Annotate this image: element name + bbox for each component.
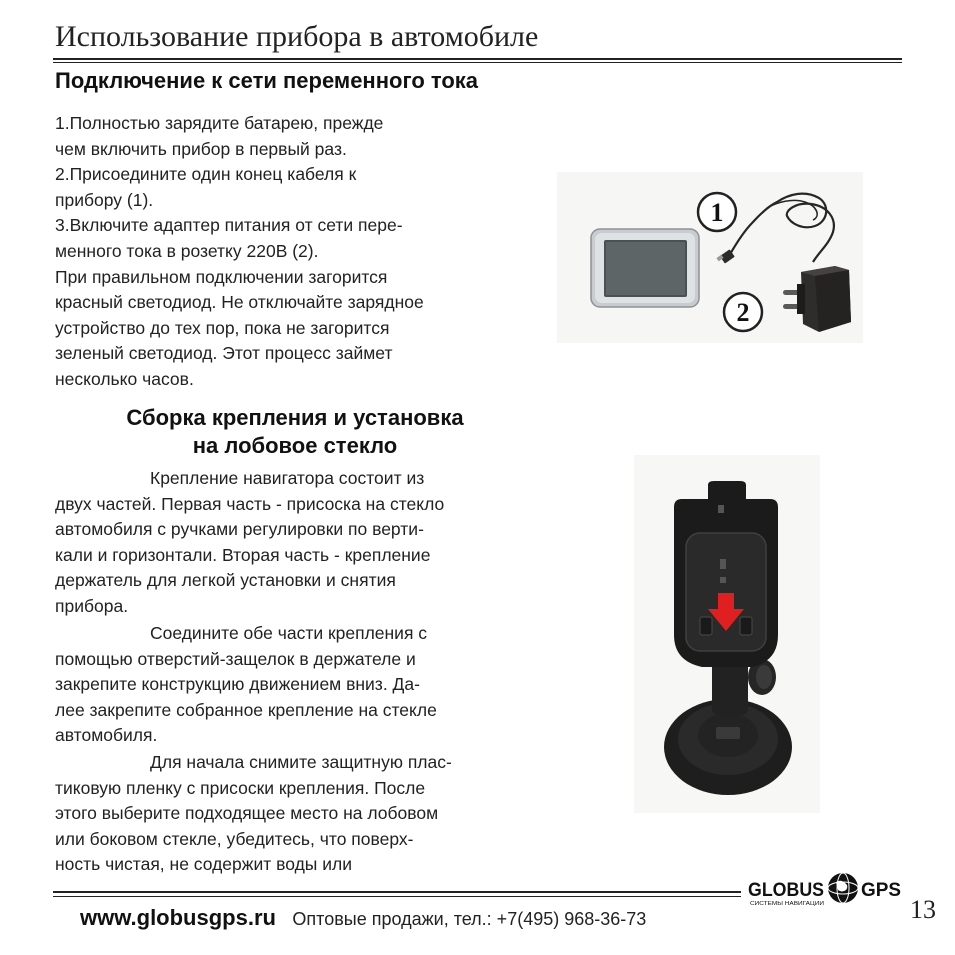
- text-line: устройство до тех пор, пока не загорится: [55, 317, 390, 338]
- power-adapter: [783, 266, 851, 332]
- text-line: держатель для легкой установки и снятия: [55, 570, 396, 591]
- text-line: менного тока в розетку 220В (2).: [55, 240, 319, 261]
- logo-brand-right: GPS: [861, 880, 901, 901]
- text-line: этого выберите подходящее место на лобовом: [55, 803, 439, 824]
- text-line: закрепите конструкцию движением вниз. Да-: [55, 674, 420, 695]
- text-line: прибора.: [55, 595, 129, 616]
- logo-brand-left: GLOBUS: [748, 880, 824, 901]
- text-line: помощью отверстий-защелок в держателе и: [55, 648, 416, 669]
- logo-tagline: СИСТЕМЫ НАВИГАЦИИ: [750, 901, 825, 906]
- footer-rule-thin: [53, 896, 741, 897]
- charging-instructions: [55, 111, 535, 393]
- footer: [80, 905, 646, 931]
- text-line: тиковую пленку с присоски крепления. После: [55, 777, 426, 798]
- text-line: 2.Присоедините один конец кабеля к: [55, 164, 357, 185]
- charger-cable: [729, 194, 834, 262]
- footer-rule: [53, 891, 741, 893]
- heading-line: Сборка крепления и установка: [126, 405, 464, 430]
- callout-1-label: 1: [710, 198, 724, 227]
- page-title: Использование прибора в автомобиле: [55, 20, 539, 53]
- text-line: 3.Включите адаптер питания от сети пере-: [55, 215, 403, 236]
- globe-icon: [828, 873, 858, 903]
- heading-line: на лобовое стекло: [192, 433, 398, 458]
- text-line: Соедините обе части крепления с: [150, 623, 428, 643]
- callout-1: [698, 193, 736, 231]
- text-line: красный светодиод. Не отключайте зарядное: [55, 292, 424, 313]
- section-heading-ac-connection: Подключение к сети переменного тока: [55, 68, 479, 93]
- text-line: автомобиля.: [55, 725, 158, 746]
- charger-photo: [557, 172, 863, 343]
- mount-joining-instructions: [55, 621, 535, 749]
- callout-2: [724, 293, 762, 331]
- section-heading-mount-assembly: [55, 404, 535, 460]
- text-line: прибору (1).: [55, 189, 154, 210]
- charger-illustration: [557, 172, 863, 343]
- page-number: 13: [910, 895, 936, 924]
- text-line: или боковом стекле, убедитесь, что поверх-: [55, 828, 414, 849]
- text-line: двух частей. Первая часть - присоска на стекло: [55, 493, 445, 514]
- text-line: Крепление навигатора состоит из: [150, 468, 425, 488]
- suction-cup-instructions: [55, 750, 535, 878]
- navigator-device: [591, 229, 699, 307]
- website-link[interactable]: www.globusgps.ru: [80, 905, 276, 930]
- text-line: лее закрепите собранное крепление на стекле: [55, 699, 437, 720]
- logo-graphic: [746, 870, 904, 906]
- text-line: чем включить прибор в первый раз.: [55, 138, 347, 159]
- mount-description: [55, 466, 535, 620]
- holder-plate: [674, 481, 778, 667]
- text-line: При правильном подключении загорится: [55, 266, 388, 287]
- callout-2-label: 2: [736, 298, 750, 327]
- header-rule: [53, 58, 902, 60]
- sales-contacts: Оптовые продажи, тел.: +7(495) 968-36-73: [292, 909, 647, 929]
- globusgps-logo: [746, 870, 904, 906]
- text-line: кали и горизонтали. Вторая часть - крепление: [55, 544, 431, 565]
- mount-illustration: [634, 455, 820, 813]
- text-line: ность чистая, не содержит воды или: [55, 854, 352, 875]
- windshield-mount-photo: [634, 455, 820, 813]
- text-line: Для начала снимите защитную плас-: [150, 752, 452, 772]
- text-line: зеленый светодиод. Этот процесс займет: [55, 343, 393, 364]
- text-line: автомобиля с ручками регулировки по верти-: [55, 519, 424, 540]
- text-line: 1.Полностью зарядите батарею, прежде: [55, 113, 384, 133]
- header-rule-thin: [53, 62, 902, 63]
- text-line: несколько часов.: [55, 368, 194, 389]
